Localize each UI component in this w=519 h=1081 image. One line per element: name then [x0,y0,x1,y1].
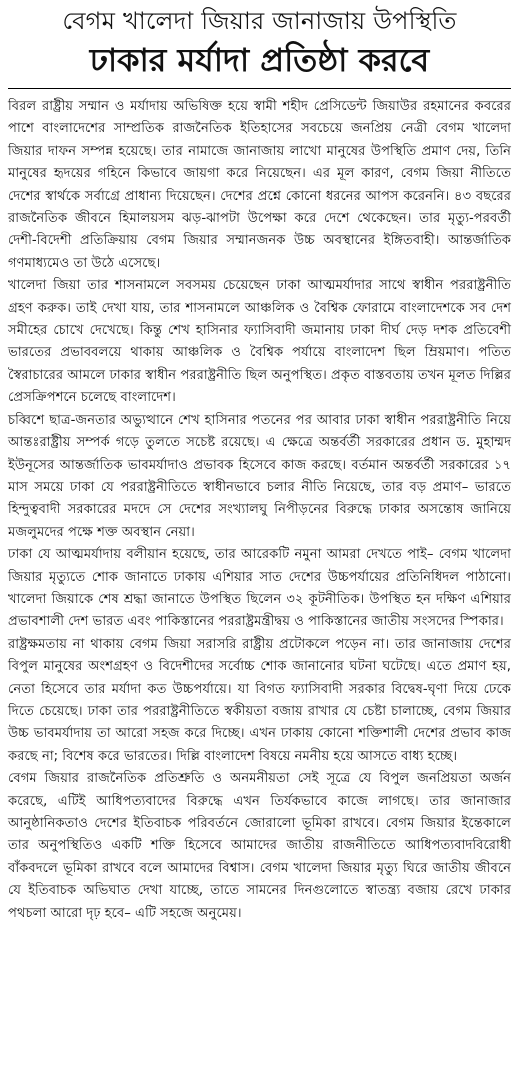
paragraph: চব্বিশে ছাত্র-জনতার অভ্যুত্থানে শেখ হাসিনার পতনের পর আবার ঢাকা স্বাধীন পররাষ্ট্রনীতি নিয়ে আন্তঃরাষ্ট্রীয় সম্পর্ক গড়ে তুলতে সচেষ্ট রয়েছে। এ ক্ষেত্রে অন্তর্বর্তী সরকারের প্রধান ড. মুহাম্মদ ইউনূসের আন্তর্জাতিক ভাবমর্যাদাও প্রভাবক হিসেবে কাজ করছে। বর্তমান অন্তর্বর্তী সরকারের ১৭ মাস সময়ে ঢাকা যে পররাষ্ট্রনীতিতে স্বাধীনভাবে চলার নীতি নিয়েছে, তার বড় প্রমাণ– ভারতে হিন্দুত্ববাদী সরকারের মদদে সে দেশের সংখ্যালঘু নিপীড়নের বিরুদ্ধে ঢাকার অসন্তোষ জানিয়ে মজলুমদের পক্ষে শক্ত অবস্থান নেয়া। [8,412,511,540]
headline [0,0,519,82]
headline-divider [8,88,511,89]
paragraph: খালেদা জিয়া তার শাসনামলে সবসময় চেয়েছেন ঢাকা আত্মমর্যাদার সাথে স্বাধীন পররাষ্ট্রনীতি গ্রহণ করুক। তাই দেখা যায়, তার শাসনামলে আঞ্চলিক ও বৈশ্বিক ফোরামে বাংলাদেশকে সব দেশ সমীহের চোখে দেখেছে। কিন্তু শেখ হাসিনার ফ্যাসিবাদী জমানায় ঢাকা দীর্ঘ দেড় দশক প্রতিবেশী ভারতের প্রভাববলয়ে থাকায় আঞ্চলিক ও বৈশ্বিক পর্যায়ে বাংলাদেশ ছিল ম্রিয়মাণ। পতিত স্বৈরাচারের আমলে ঢাকার স্বাধীন পররাষ্ট্রনীতি ছিল অনুপস্থিত। প্রকৃত বাস্তবতায় তখন মূলত দিল্লির প্রেসক্রিপশনে চলেছে বাংলাদেশ। [8,278,511,406]
paragraph: রাষ্ট্রক্ষমতায় না থাকায় বেগম জিয়া সরাসরি রাষ্ট্রীয় প্রটোকলে পড়েন না। তার জানাজায় দেশের বিপুল মানুষের অংশগ্রহণ ও বিদেশীদের সর্বোচ্চ শোক জানানোর ঘটনা ঘটেছে। এতে প্রমাণ হয়, নেতা হিসেবে তার মর্যাদা কত উচ্চপর্যায়ে। যা বিগত ফ্যাসিবাদী সরকার বিদ্বেষ-ঘৃণা দিয়ে ঢেকে দিতে চেয়েছে। ঢাকা তার পররাষ্ট্রনীতিতে স্বকীয়তা বজায় রাখার যে চেষ্টা চালাচ্ছে, বেগম জিয়ার উচ্চ ভাবমর্যাদায় তা আরো সহজ করে দিচ্ছে। এখন ঢাকায় কোনো শক্তিশালী দেশের প্রভাব কাজ করছে না; বিশেষ করে ভারতের। দিল্লি বাংলাদেশ বিষয়ে নমনীয় হয়ে আসতে বাধ্য হচ্ছে। [8,636,511,764]
paragraph: ঢাকা যে আত্মমর্যাদায় বলীয়ান হয়েছে, তার আরেকটি নমুনা আমরা দেখতে পাই– বেগম খালেদা জিয়ার মৃত্যুতে শোক জানাতে ঢাকায় এশিয়ার সাত দেশের উচ্চপর্যায়ের প্রতিনিধিদল পাঠানো। খালেদা জিয়াকে শেষ শ্রদ্ধা জানাতে উপস্থিত ছিলেন ৩২ কূটনীতিক। উপস্থিত হন দক্ষিণ এশিয়ার প্রভাবশালী দেশ ভারত এবং পাকিস্তানের পররাষ্ট্রমন্ত্রীদ্বয় ও পাকিস্তানের জাতীয় সংসদের স্পিকার। [8,547,511,630]
headline-line-1: বেগম খালেদা জিয়ার জানাজায় উপস্থিতি [62,7,457,35]
paragraph: বেগম জিয়ার রাজনৈতিক প্রতিশ্রুতি ও অনমনীয়তা সেই সূত্রে যে বিপুল জনপ্রিয়তা অর্জন করেছে, এটিই আধিপত্যবাদের বিরুদ্ধে এখন তির্যকভাবে কাজে লাগছে। তার জানাজার আনুষ্ঠানিকতাও দেশের ইতিবাচক পরিবর্তনে জোরালো ভূমিকা রাখবে। বেগম জিয়ার ইন্তেকালে তার অনুপস্থিতিও একটি শক্তি হিসেবে আমাদের জাতীয় রাজনীতিতে আধিপত্যবাদবিরোধী বাঁকবদলে ভূমিকা রাখবে বলে আমাদের বিশ্বাস। বেগম খালেদা জিয়ার মৃত্যু ঘিরে জাতীয় জীবনে যে ইতিবাচক অভিঘাত দেখা যাচ্ছে, তাতে সামনের দিনগুলোতে স্বাতন্ত্র্য বজায় রেখে ঢাকার পথচলা আরো দৃঢ় হবে– এটি সহজে অনুমেয়। [8,771,511,921]
headline-line-2: ঢাকার মর্যাদা প্রতিষ্ঠা করবে [89,41,430,79]
article-body [8,96,511,925]
paragraph: বিরল রাষ্ট্রীয় সম্মান ও মর্যাদায় অভিষিক্ত হয়ে স্বামী শহীদ প্রেসিডেন্ট জিয়াউর রহমানের কবরের পাশে বাংলাদেশের সাম্প্রতিক রাজনৈতিক ইতিহাসের সবচেয়ে জনপ্রিয় নেত্রী বেগম খালেদা জিয়ার দাফন সম্পন্ন হয়েছে। তার নামাজে জানাজায় লাখো মানুষের উপস্থিতি প্রমাণ দেয়, তিনি মানুষের হৃদয়ের গহিনে কিভাবে জায়গা করে নিয়েছেন। এর মূল কারণ, বেগম জিয়া নীতিতে দেশের স্বার্থকে সর্বাগ্রে প্রাধান্য দিয়েছেন। দেশের প্রশ্নে কোনো ধরনের আপস করেননি। ৪৩ বছরের রাজনৈতিক জীবনে হিমালয়সম ঝড়-ঝাপটা উপেক্ষা করে দেশে থেকেছেন। তার মৃত্যু-পরবর্তী দেশী-বিদেশী প্রতিক্রিয়ায় বেগম জিয়ার সম্মানজনক উচ্চ অবস্থানের ইঙ্গিতবাহী। আন্তর্জাতিক গণমাধ্যমেও তা উঠে এসেছে। [8,99,511,271]
